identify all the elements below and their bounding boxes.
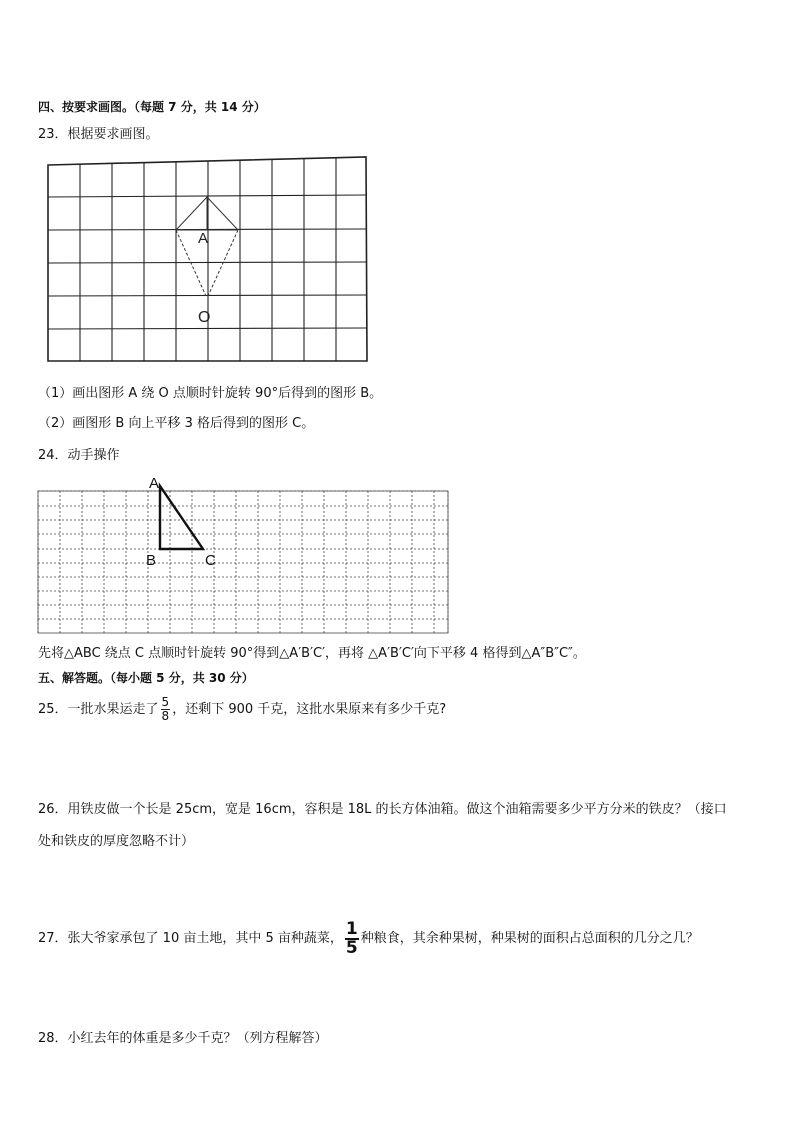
q23-part-2: （2）画图形 B 向上平移 3 格后得到的图形 C。 — [38, 416, 315, 431]
question-27 — [38, 919, 699, 959]
q25-fraction-numerator: 5 — [161, 695, 170, 709]
q23-grid-figure — [40, 150, 380, 370]
question-24-title: 24．动手操作 — [38, 448, 120, 463]
q24-triangle-abc — [160, 486, 203, 549]
q27-text-after: 种粮食，其余种果树，种果树的面积占总面积的几分之几？ — [360, 931, 699, 946]
section-5-heading: 五、解答题。（每小题 5 分，共 30 分） — [38, 671, 254, 685]
question-28: 28．小红去年的体重是多少千克？（列方程解答） — [38, 1031, 328, 1046]
q23-label-o: O — [198, 309, 211, 326]
q24-instruction: 先将△ABC 绕点 C 点顺时针旋转 90°得到△A′B′C′，再将 △A′B′C′向下平移 4 格得到△A″B″C″。 — [38, 646, 586, 661]
section-4-heading: 四、按要求画图。（每题 7 分，共 14 分） — [38, 100, 266, 114]
q26-line-2: 处和铁皮的厚度忽略不计） — [38, 834, 195, 849]
q25-fraction-denominator: 8 — [161, 709, 170, 723]
q27-text-before: 27．张大爷家承包了 10 亩土地，其中 5 亩种蔬菜， — [38, 931, 343, 946]
question-23-title: 23．根据要求画图。 — [38, 127, 159, 142]
q26-line-1: 26．用铁皮做一个长是 25cm，宽是 16cm，容积是 18L 的长方体油箱。做这个油箱需要多少平方分米的铁皮？（接口 — [38, 802, 727, 817]
question-25 — [38, 691, 446, 729]
q25-text-before: 25．一批水果运走了 — [38, 702, 159, 717]
q25-fraction — [161, 696, 171, 723]
q25-text-after: ，还剩下 900 千克，这批水果原来有多少千克? — [172, 702, 447, 717]
q24-label-a: A — [149, 475, 160, 492]
q24-grid-lines — [38, 491, 448, 633]
q27-fraction-denominator: 5 — [345, 937, 358, 958]
q27-fraction — [345, 918, 359, 958]
q23-part-1: （1）画出图形 A 绕 O 点顺时针旋转 90°后得到的图形 B。 — [38, 386, 383, 401]
q27-fraction-numerator: 1 — [345, 918, 358, 939]
q24-grid-figure — [38, 472, 453, 637]
q24-label-c: C — [205, 552, 216, 569]
q23-label-a: A — [198, 230, 209, 247]
q23-grid-lines — [48, 157, 367, 361]
q24-label-b: B — [146, 552, 157, 569]
